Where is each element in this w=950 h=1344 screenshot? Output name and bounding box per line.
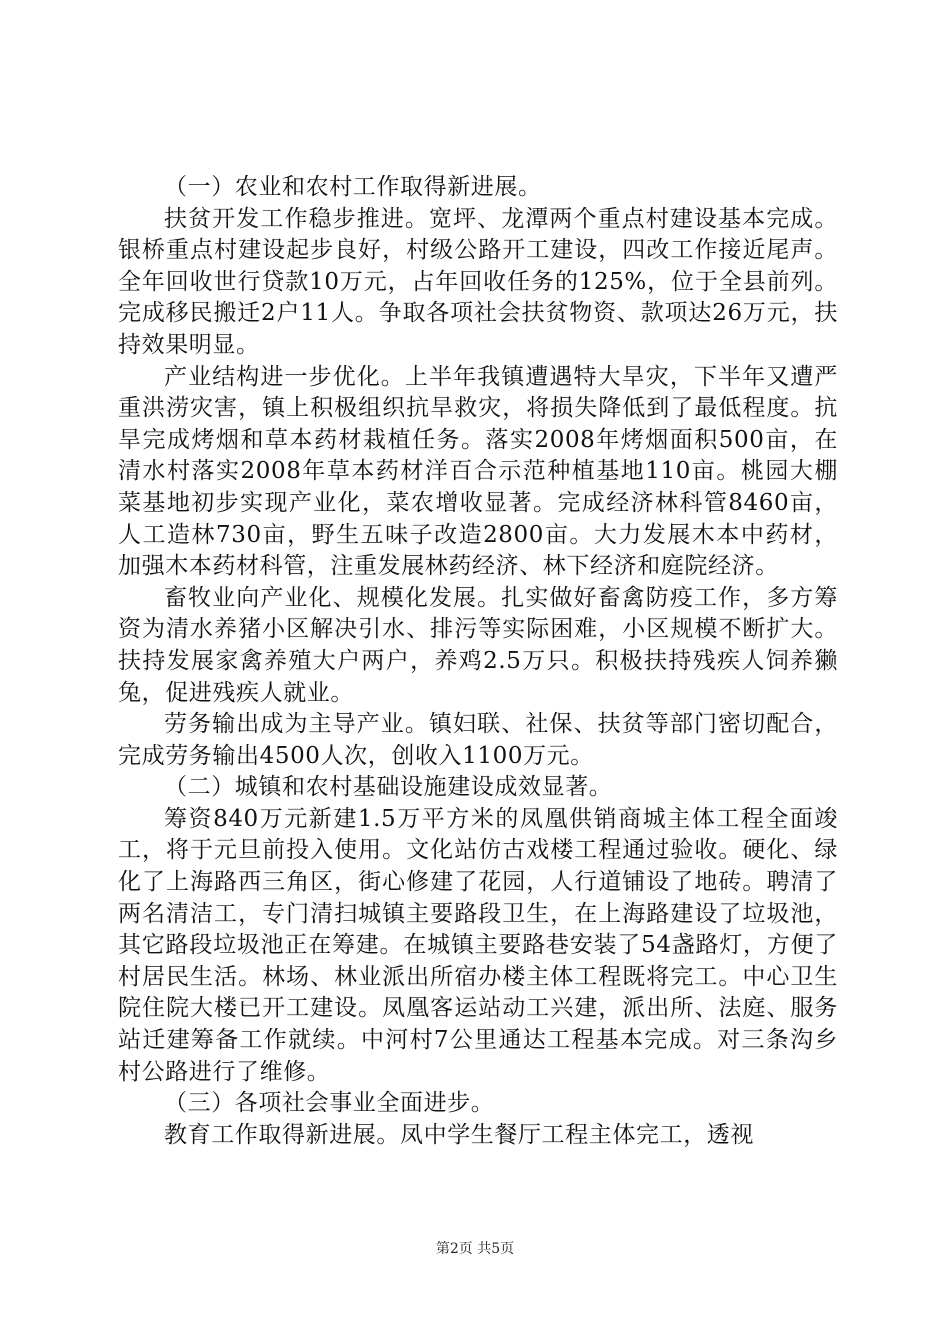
paragraph-industry-structure: 产业结构进一步优化。上半年我镇遭遇特大旱灾，下半年又遭严重洪涝灾害，镇上积极组织抗旱救灾，将损失降低到了最低程度。抗旱完成烤烟和草本药材栽植任务。落实2008年烤烟面积500亩，在清水村落实2008年草本药材洋百合示范种植基地110亩。桃园大棚菜基地初步实现产业化，菜农增收显著。完成经济林科管8460亩，人工造林730亩，野生五味子改造2800亩。大力发展木本中药材，加强木本药材科管，注重发展林药经济、林下经济和庭院经济。 xyxy=(118,363,838,580)
section-heading-infrastructure: （二）城镇和农村基础设施建设成效显著。 xyxy=(164,774,613,801)
paragraph-labor-export: 劳务输出成为主导产业。镇妇联、社保、扶贫等部门密切配合，完成劳务输出4500人次，创收入1100万元。 xyxy=(118,711,838,769)
section-heading-social: （三）各项社会事业全面进步。 xyxy=(164,1090,495,1117)
page-number: 第2页 共5页 xyxy=(435,1241,515,1257)
paragraph-infrastructure: 筹资840万元新建1.5万平方米的凤凰供销商城主体工程全面竣工，将于元旦前投入使用。文化站仿古戏楼工程通过验收。硬化、绿化了上海路西三角区，街心修建了花园，人行道铺设了地砖。聘清了两名清洁工，专门清扫城镇主要路段卫生，在上海路建设了垃圾池，其它路段垃圾池正在筹建。在城镇主要路巷安装了54盏路灯，方便了村居民生活。林场、林业派出所宿办楼主体工程既将完工。中心卫生院住院大楼已开工建设。凤凰客运站动工兴建，派出所、法庭、服务站迁建筹备工作就续。中河村7公里通达工程基本完成。对三条沟乡村公路进行了维修。 xyxy=(118,805,838,1085)
section-heading-agriculture: （一）农业和农村工作取得新进展。 xyxy=(164,174,542,200)
paragraph-animal-husbandry: 畜牧业向产业化、规模化发展。扎实做好畜禽防疫工作，多方筹资为清水养猪小区解决引水、排污等实际困难，小区规模不断扩大。扶持发展家禽养殖大户两户，养鸡2.5万只。积极扶持残疾人饲养獭兔，促进残疾人就业。 xyxy=(118,584,838,706)
paragraph-education: 教育工作取得新进展。凤中学生餐厅工程主体完工，透视 xyxy=(164,1121,754,1148)
paragraph-poverty-alleviation: 扶贫开发工作稳步推进。宽坪、龙潭两个重点村建设基本完成。银桥重点村建设起步良好，村级公路开工建设，四改工作接近尾声。全年回收世行贷款10万元，占年回收任务的125%，位于全县前列。完成移民搬迁2户11人。争取各项社会扶贫物资、款项达26万元，扶持效果明显。 xyxy=(118,205,838,358)
document-body xyxy=(118,172,838,1151)
